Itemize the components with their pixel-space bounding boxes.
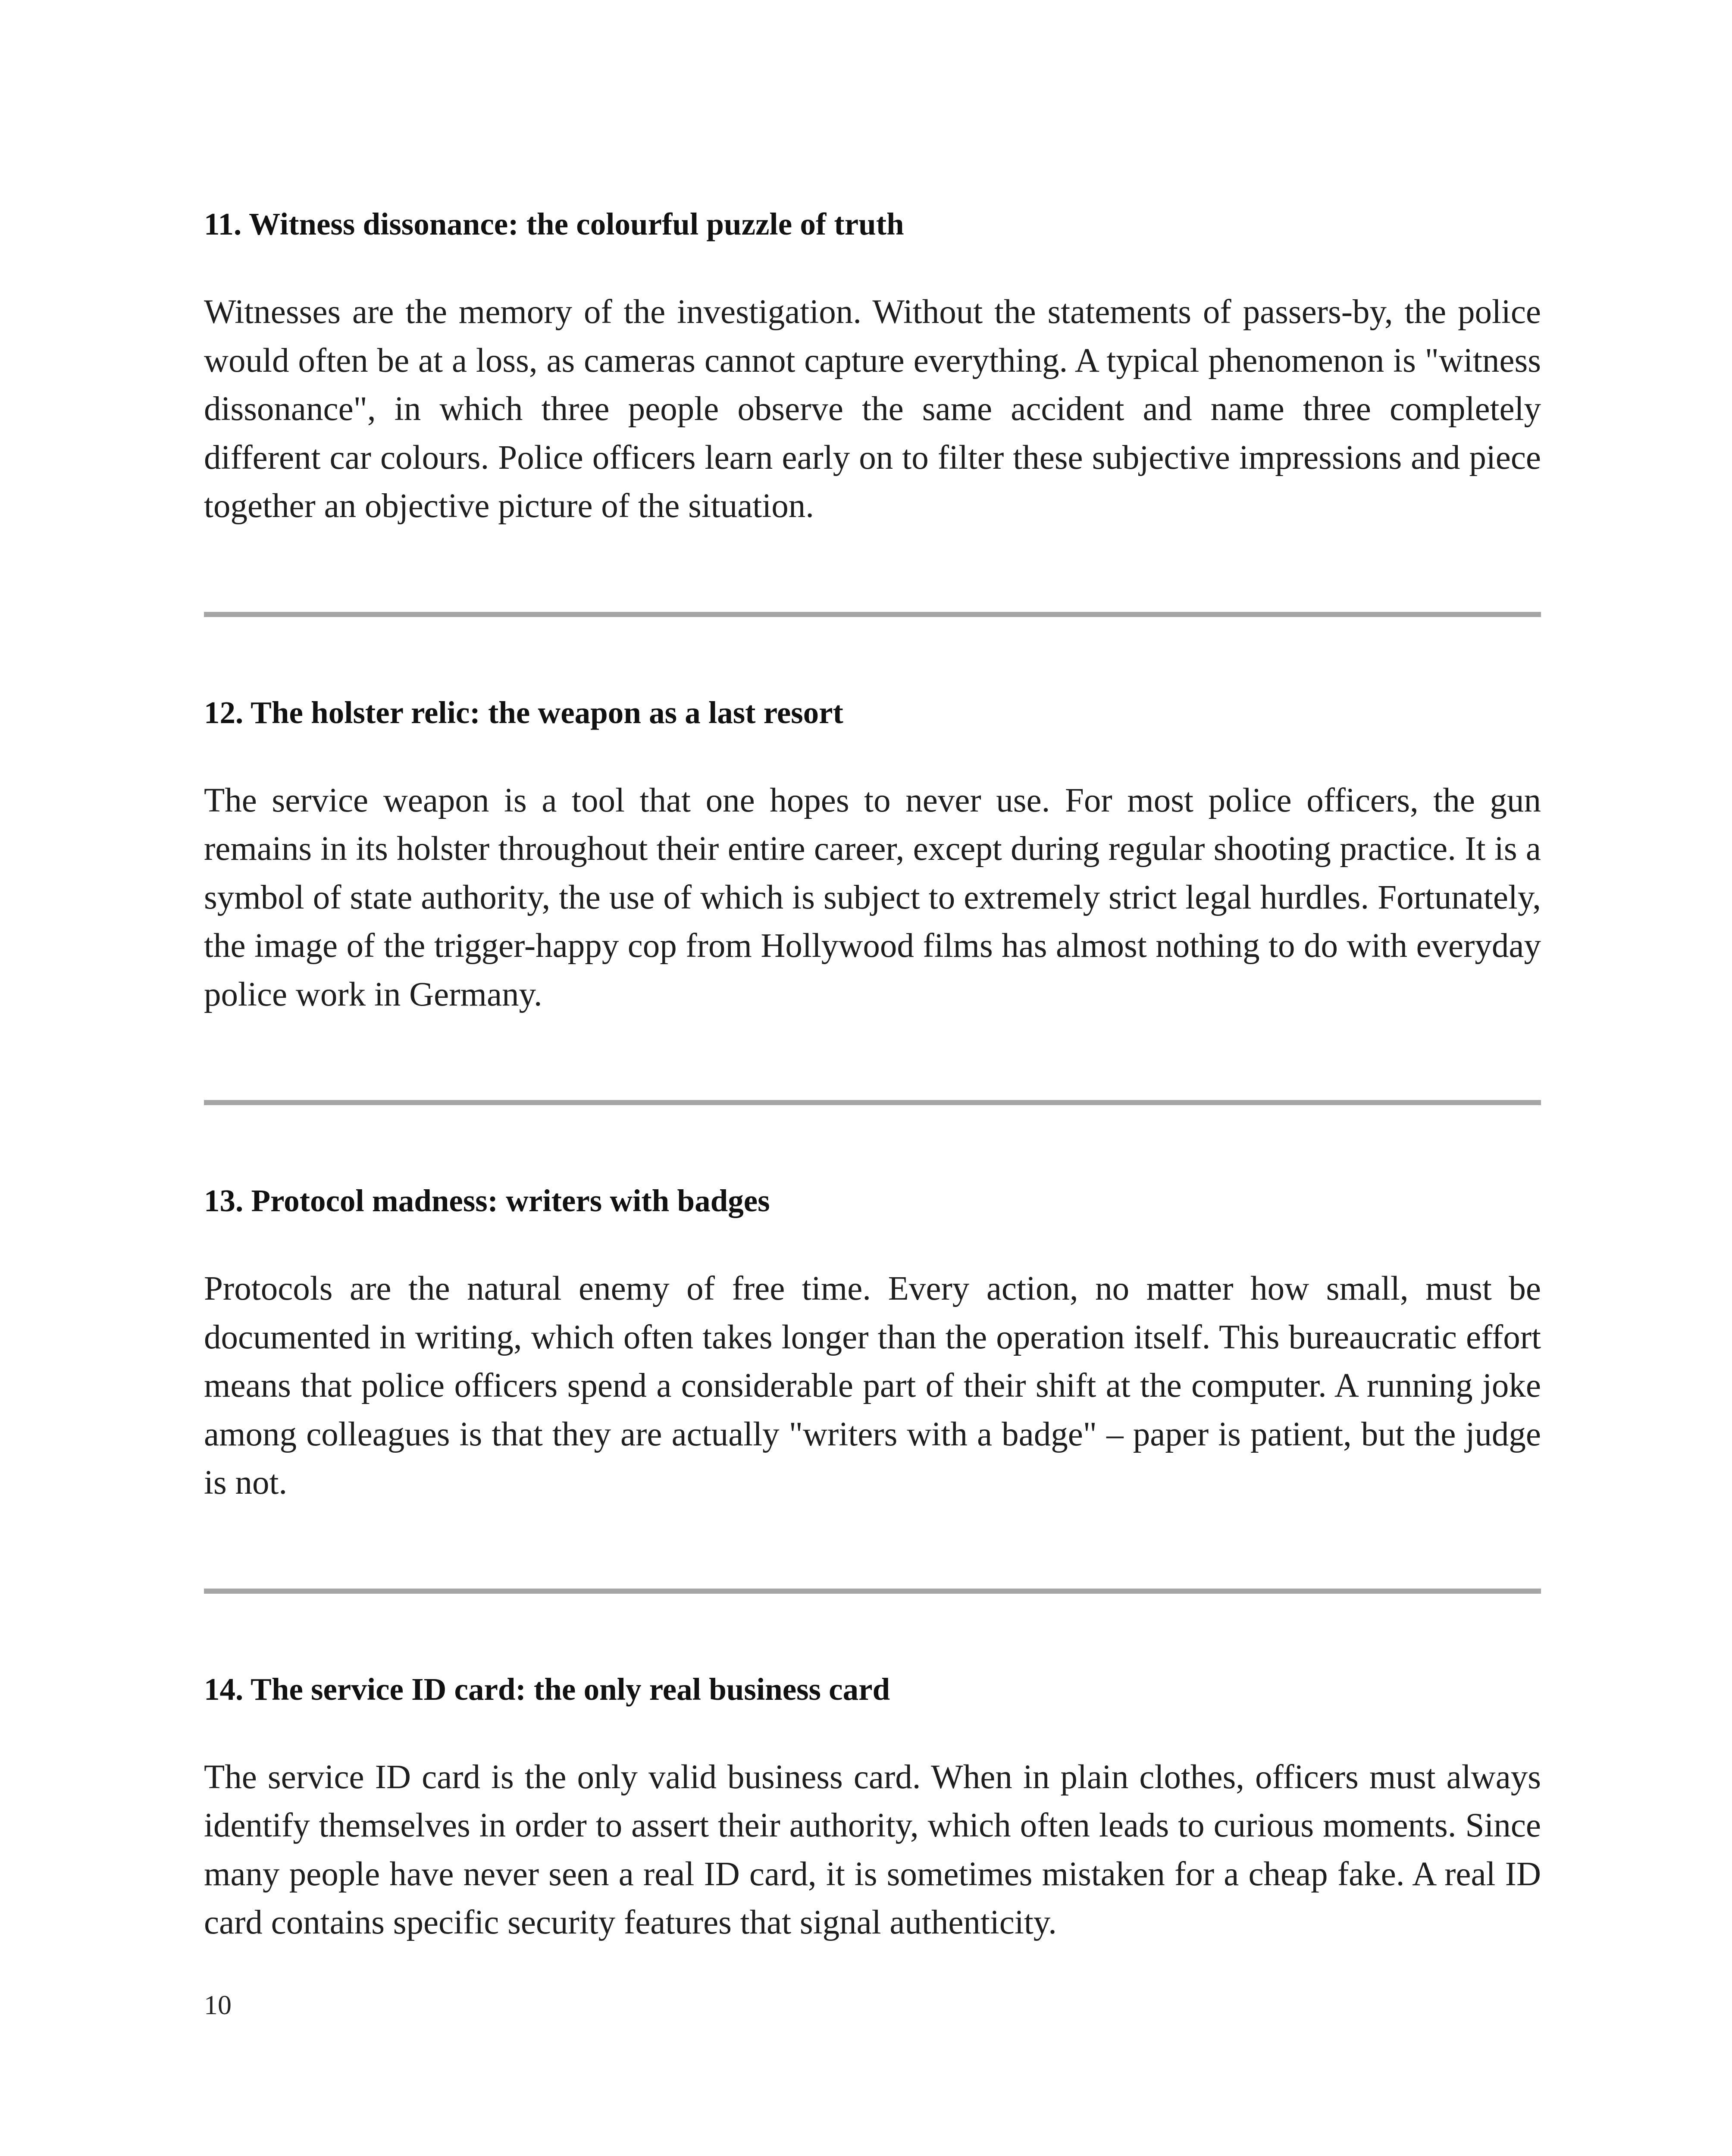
section-holster-relic [204, 691, 1541, 1019]
section-witness-dissonance [204, 203, 1541, 531]
section-divider [204, 1100, 1541, 1105]
page-content [204, 203, 1541, 1947]
section-divider [204, 1589, 1541, 1594]
section-heading: 12. The holster relic: the weapon as a last resort [204, 695, 843, 730]
section-paragraph: Protocols are the natural enemy of free time. Every action, no matter how small, must be documented in writing, which often takes longer than the operation itself. This bureaucratic effort means that police officers spend a considerable part of their shift at the computer. A running joke among colleagues is that they are actually "writers with a badge" – paper is patient, but the judge is not. [204, 1270, 1541, 1501]
section-protocol-madness [204, 1179, 1541, 1507]
section-paragraph: The service weapon is a tool that one hopes to never use. For most police officers, the gun remains in its holster throughout their entire career, except during regular shooting practice. It is a symbol of state authority, the use of which is subject to extremely strict legal hurdles. Fortunately, the image of the trigger-happy cop from Hollywood films has almost nothing to do with everyday police work in Germany. [204, 781, 1541, 1013]
section-paragraph: The service ID card is the only valid business card. When in plain clothes, officers must always identify themselves in order to assert their authority, which often leads to curious moments. Since many people have never seen a real ID card, it is sometimes mistaken for a cheap fake. A real ID card contains specific security features that signal authenticity. [204, 1758, 1541, 1941]
section-paragraph: Witnesses are the memory of the investigation. Without the statements of passers-by, the police would often be at a loss, as cameras cannot capture everything. A typical phenomenon is "witness dissonance", in which three people observe the same accident and name three completely different car colours. Police officers learn early on to filter these subjective impressions and piece together an objective picture of the situation. [204, 293, 1541, 525]
section-divider [204, 612, 1541, 617]
section-heading: 13. Protocol madness: writers with badges [204, 1183, 770, 1218]
section-heading: 11. Witness dissonance: the colourful puzzle of truth [204, 207, 904, 241]
section-service-id-card [204, 1668, 1541, 1947]
section-heading: 14. The service ID card: the only real business card [204, 1671, 890, 1707]
page-number: 10 [204, 1990, 232, 2020]
